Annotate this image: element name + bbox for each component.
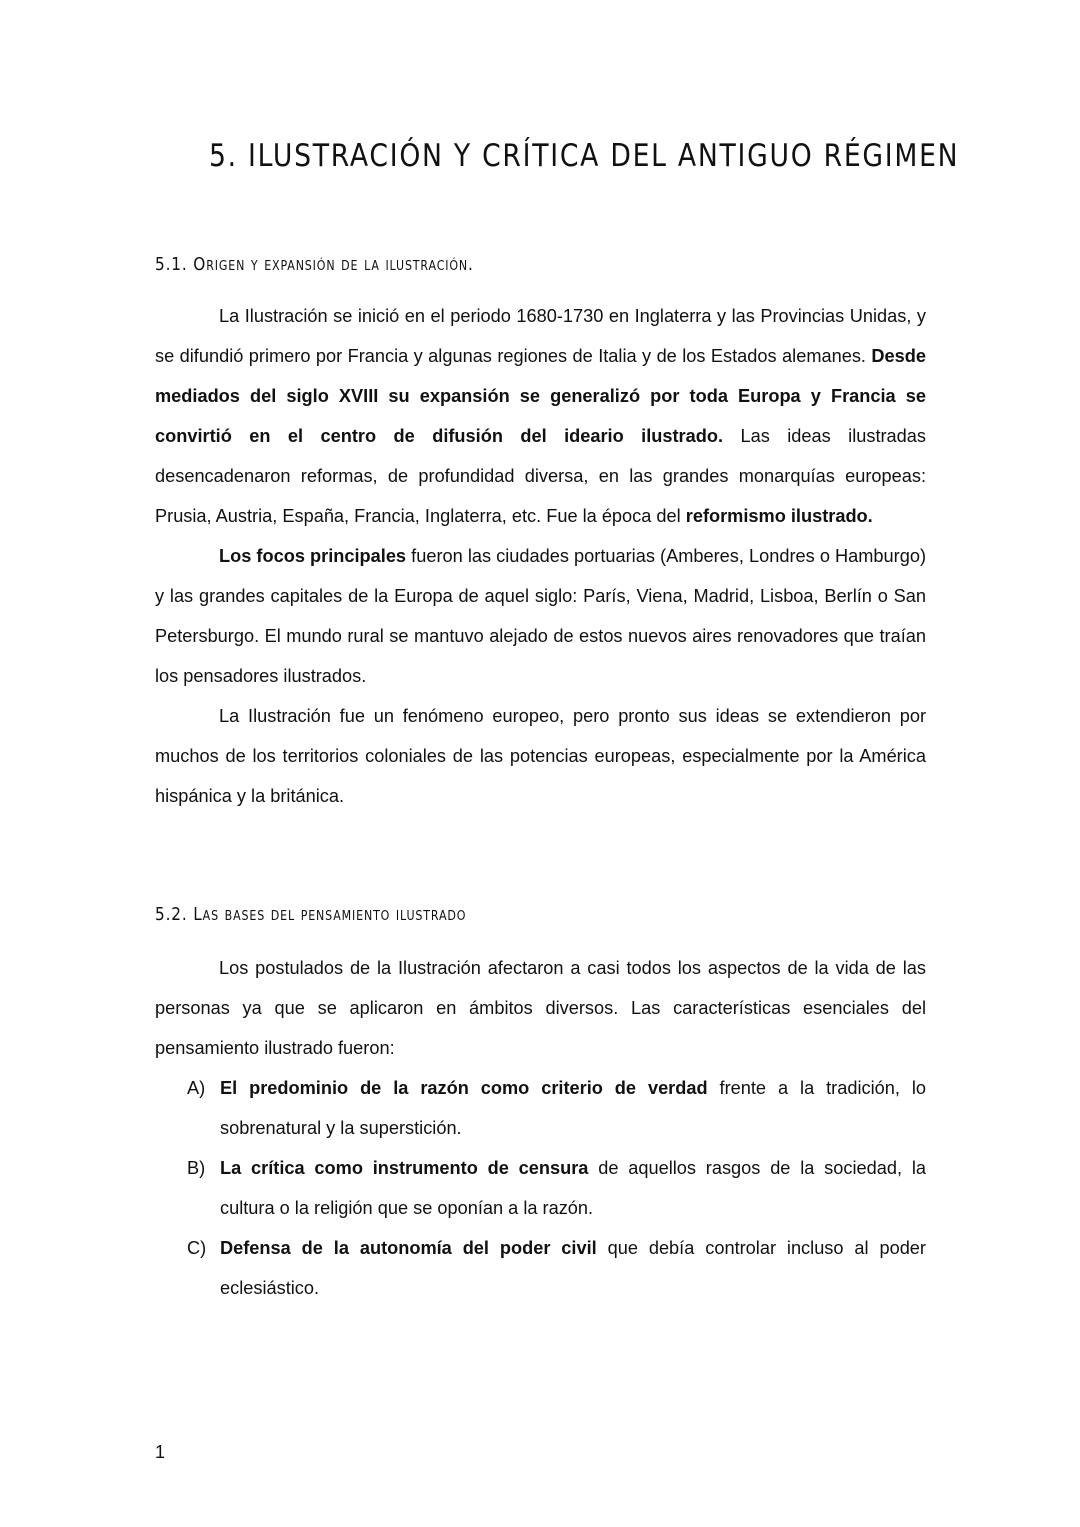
section-body-bases xyxy=(155,948,926,1308)
document-page xyxy=(155,0,960,1527)
section-heading-origen: 5.1. Origen y expansión de la ilustración. xyxy=(155,254,474,275)
paragraph: La Ilustración fue un fenómeno europeo, pero pronto sus ideas se extendieron por muchos de los territorios coloniales de las potencias europeas, especialmente por la América hispánica y la británica. xyxy=(155,706,926,806)
paragraph: Los focos principales fueron las ciudades portuarias (Amberes, Londres o Hamburgo) y las grandes capitales de la Europa de aquel siglo: París, Viena, Madrid, Lisboa, Berlín o San Petersburgo. El mundo rural se mantuvo alejado de estos nuevos aires renovadores que traían los pensadores ilustrados. xyxy=(155,546,926,686)
page-number: 1 xyxy=(155,1442,166,1462)
list-item: C) Defensa de la autonomía del poder civil que debía controlar incluso al poder eclesiástico. xyxy=(155,1228,926,1308)
paragraph: La Ilustración se inició en el periodo 1680-1730 en Inglaterra y las Provincias Unidas, y se difundió primero por Francia y algunas regiones de Italia y de los Estados alemanes. Desde mediados del siglo XVIII su expansión se generalizó por toda Europa y Francia se convirtió en el centro de difusión del ideario ilustrado. Las ideas ilustradas desencadenaron reformas, de profundidad diversa, en las grandes monarquías europeas: Prusia, Austria, España, Francia, Inglaterra, etc. Fue la época del reformismo ilustrado. xyxy=(155,306,927,526)
section-heading-bases: 5.2. Las bases del pensamiento ilustrado xyxy=(155,904,467,925)
characteristics-list xyxy=(155,1068,926,1308)
list-marker: A) xyxy=(187,1078,206,1098)
list-item: A) El predominio de la razón como criterio de verdad frente a la tradición, lo sobrenatural y la superstición. xyxy=(155,1068,926,1148)
section-body-origen xyxy=(155,296,926,816)
list-marker: B) xyxy=(187,1158,206,1178)
list-item: B) La crítica como instrumento de censura de aquellos rasgos de la sociedad, la cultura o la religión que se oponían a la razón. xyxy=(155,1148,926,1228)
list-marker: C) xyxy=(187,1238,207,1258)
page-title: 5. ILUSTRACIÓN Y CRÍTICA DEL ANTIGUO RÉGIMEN xyxy=(208,138,960,174)
paragraph: Los postulados de la Ilustración afectaron a casi todos los aspectos de la vida de las personas ya que se aplicaron en ámbitos diversos. Las características esenciales del pensamiento ilustrado fueron: xyxy=(155,958,926,1058)
